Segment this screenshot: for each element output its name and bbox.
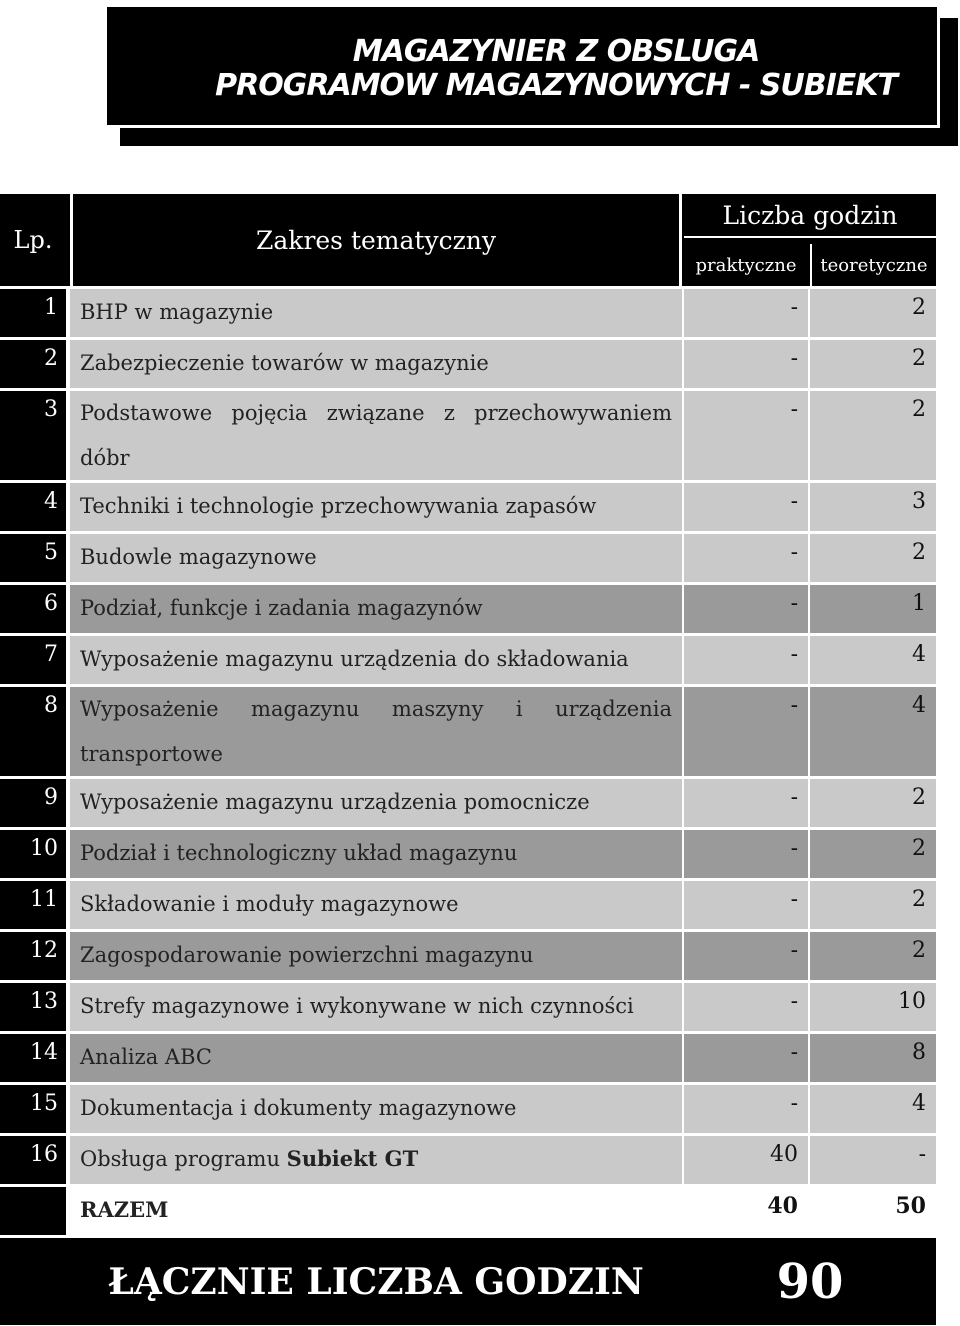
- row-number: 11: [0, 881, 66, 929]
- razem-row: [0, 1184, 936, 1235]
- row-number: 2: [0, 340, 66, 388]
- razem-label: RAZEM: [70, 1187, 682, 1235]
- row-practical: -: [684, 830, 808, 878]
- header-practical: praktyczne: [695, 254, 797, 276]
- row-theoretical: 2: [810, 340, 936, 388]
- table-row: [0, 929, 936, 980]
- table-row: [0, 337, 936, 388]
- row-topic: Zagospodarowanie powierzchni magazynu: [70, 932, 682, 980]
- table-header: [0, 194, 936, 286]
- row-theoretical: 2: [810, 391, 936, 480]
- row-number: 3: [0, 391, 66, 480]
- row-practical: -: [684, 1085, 808, 1133]
- row-topic: Podział, funkcje i zadania magazynów: [70, 585, 682, 633]
- row-number: 8: [0, 687, 66, 776]
- header-lp: Lp.: [13, 226, 53, 254]
- header-topic: Zakres tematyczny: [70, 194, 682, 286]
- table-row: [0, 480, 936, 531]
- row-theoretical: 2: [810, 779, 936, 827]
- row-number: 6: [0, 585, 66, 633]
- row-topic: Analiza ABC: [70, 1034, 682, 1082]
- table-row: [0, 388, 936, 480]
- razem-theoretical: 50: [810, 1187, 936, 1235]
- table-row: [0, 1082, 936, 1133]
- row-theoretical: 4: [810, 1085, 936, 1133]
- row-practical: -: [684, 983, 808, 1031]
- razem-row-number: [0, 1187, 66, 1235]
- title-banner: [104, 4, 940, 128]
- row-practical: -: [684, 340, 808, 388]
- table-row: [0, 633, 936, 684]
- total-label: ŁĄCZNIE LICZBA GODZIN: [108, 1260, 644, 1303]
- row-topic: Wyposażenie magazynu maszyny i urządzenia transportowe: [70, 687, 682, 776]
- row-theoretical: 2: [810, 881, 936, 929]
- header-hours: Liczba godzin: [684, 194, 936, 238]
- row-number: 12: [0, 932, 66, 980]
- row-theoretical: 3: [810, 483, 936, 531]
- row-topic-bold: Subiekt GT: [286, 1146, 419, 1171]
- row-topic: Wyposażenie magazynu urządzenia pomocnicze: [70, 779, 682, 827]
- row-practical: -: [684, 636, 808, 684]
- row-number: 5: [0, 534, 66, 582]
- row-number: 10: [0, 830, 66, 878]
- row-topic: Techniki i technologie przechowywania zapasów: [70, 483, 682, 531]
- row-number: 9: [0, 779, 66, 827]
- row-theoretical: 8: [810, 1034, 936, 1082]
- table-row: [0, 286, 936, 337]
- document-title: [215, 35, 897, 103]
- row-topic-prefix: Obsługa programu: [80, 1147, 287, 1171]
- row-practical: 40: [684, 1136, 808, 1184]
- row-theoretical: 2: [810, 932, 936, 980]
- row-topic: Strefy magazynowe i wykonywane w nich czynności: [70, 983, 682, 1031]
- table-row: [0, 582, 936, 633]
- row-topic: Dokumentacja i dokumenty magazynowe: [70, 1085, 682, 1133]
- row-practical: -: [684, 289, 808, 337]
- row-topic: Podstawowe pojęcia związane z przechowywaniem dóbr: [70, 391, 682, 480]
- row-topic: Budowle magazynowe: [70, 534, 682, 582]
- row-practical: -: [684, 779, 808, 827]
- table-row: [0, 878, 936, 929]
- row-topic: BHP w magazynie: [70, 289, 682, 337]
- row-practical: -: [684, 881, 808, 929]
- row-practical: -: [684, 483, 808, 531]
- razem-practical: 40: [684, 1187, 808, 1235]
- row-practical: -: [684, 534, 808, 582]
- row-topic: Podział i technologiczny układ magazynu: [70, 830, 682, 878]
- row-number: 14: [0, 1034, 66, 1082]
- row-number: 13: [0, 983, 66, 1031]
- curriculum-table: [0, 194, 936, 1325]
- row-practical: -: [684, 1034, 808, 1082]
- table-row: [0, 1133, 936, 1184]
- table-row: [0, 1031, 936, 1082]
- header-theoretical: teoretyczne: [810, 244, 936, 286]
- row-theoretical: 10: [810, 983, 936, 1031]
- row-theoretical: 2: [810, 289, 936, 337]
- row-theoretical: 2: [810, 830, 936, 878]
- row-topic: Składowanie i moduły magazynowe: [70, 881, 682, 929]
- row-theoretical: 2: [810, 534, 936, 582]
- table-row: [0, 827, 936, 878]
- table-row: [0, 684, 936, 776]
- row-topic: Wyposażenie magazynu urządzenia do składowania: [70, 636, 682, 684]
- table-row: [0, 531, 936, 582]
- row-number: 7: [0, 636, 66, 684]
- total-value: 90: [776, 1253, 844, 1310]
- table-row: [0, 776, 936, 827]
- row-theoretical: 4: [810, 687, 936, 776]
- row-number: 4: [0, 483, 66, 531]
- total-row: [0, 1235, 936, 1325]
- table-row: [0, 980, 936, 1031]
- row-theoretical: 4: [810, 636, 936, 684]
- row-practical: -: [684, 687, 808, 776]
- row-number: 15: [0, 1085, 66, 1133]
- row-topic: [70, 1136, 682, 1184]
- row-practical: -: [684, 932, 808, 980]
- row-topic: Zabezpieczenie towarów w magazynie: [70, 340, 682, 388]
- row-number: 1: [0, 289, 66, 337]
- title-line-1: MAGAZYNIER Z OBSLUGA: [352, 34, 760, 69]
- title-line-2: PROGRAMOW MAGAZYNOWYCH - SUBIEKT: [215, 68, 897, 103]
- row-practical: -: [684, 585, 808, 633]
- row-number: 16: [0, 1136, 66, 1184]
- row-practical: -: [684, 391, 808, 480]
- row-theoretical: -: [810, 1136, 936, 1184]
- row-theoretical: 1: [810, 585, 936, 633]
